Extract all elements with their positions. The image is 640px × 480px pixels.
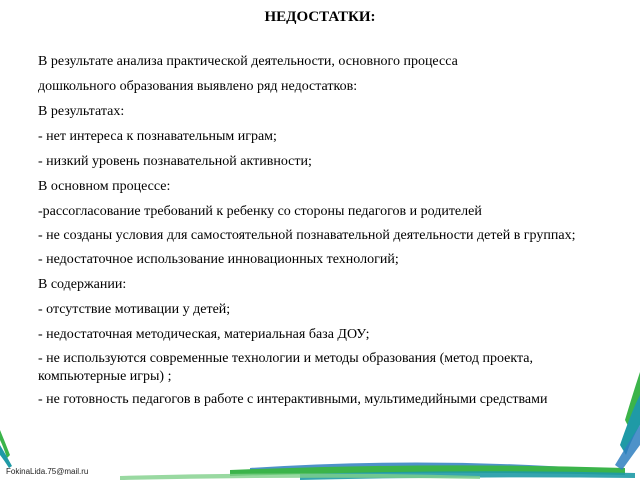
- slide-body: [38, 52, 608, 414]
- list-item: - не созданы условия для самостоятельной познавательной деятельности детей в группах;: [38, 228, 576, 243]
- section-heading: В результатах:: [38, 104, 125, 119]
- section-heading: В основном процессе:: [38, 179, 171, 194]
- list-item: - низкий уровень познавательной активности;: [38, 154, 312, 169]
- text-line: В результате анализа практической деятельности, основного процесса: [38, 54, 458, 69]
- slide-title: НЕДОСТАТКИ:: [264, 9, 376, 25]
- list-item: - нет интереса к познавательным играм;: [38, 129, 277, 144]
- section-heading: В содержании:: [38, 277, 127, 292]
- list-item: - не используются современные технологии и методы образования (метод проекта, компьютерные игры) ;: [38, 351, 533, 384]
- list-item: - недостаточная методическая, материальная база ДОУ;: [38, 327, 370, 342]
- list-item: - отсутствие мотивации у детей;: [38, 302, 231, 317]
- author-credit: FokinaLida.75@mail.ru: [6, 467, 89, 476]
- text-line: дошкольного образования выявлено ряд недостатков:: [38, 79, 358, 94]
- list-item: - не готовность педагогов в работе с интерактивными, мультимедийными средствами: [38, 392, 548, 407]
- list-item: -рассогласование требований к ребенку со стороны педагогов и родителей: [38, 204, 482, 219]
- list-item: - недостаточное использование инновационных технологий;: [38, 252, 399, 267]
